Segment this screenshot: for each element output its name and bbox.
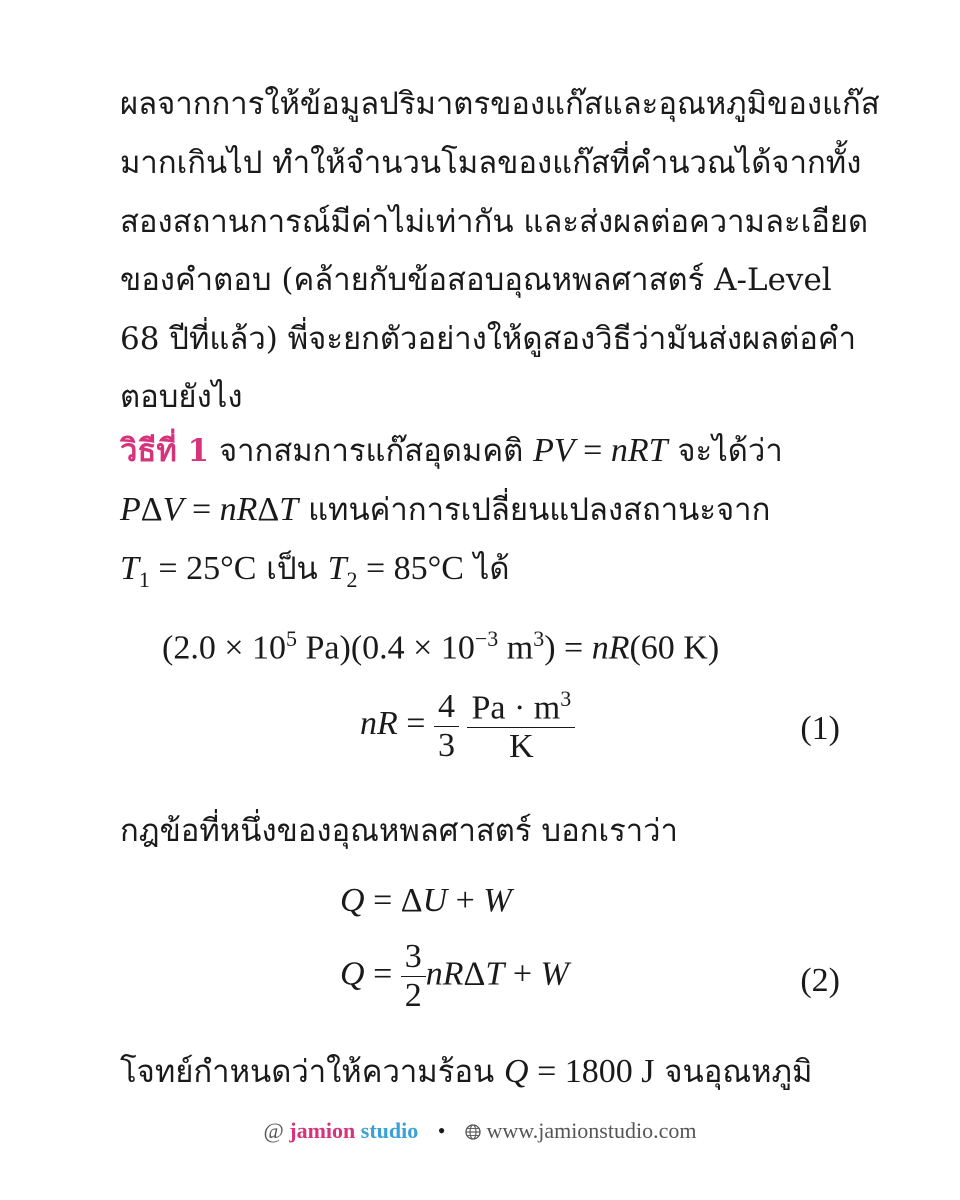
ideal-gas-equation: PV = nRT — [533, 432, 668, 469]
equation-number-1: (1) — [800, 710, 840, 747]
fraction-3-2: $\frac{3}{2}$ — [401, 938, 426, 1015]
method1-line1 — [120, 425, 783, 475]
temperature-t1: $T_1 = 25^\circ C$ — [120, 550, 257, 592]
delta-equation: PΔV = nRΔT — [120, 491, 299, 528]
method1-line2 — [120, 484, 770, 534]
paragraph-line-2: มากเกินไป ทำให้จำนวนโมลของแก๊สที่คำนวณได้จากทั้ง — [120, 145, 862, 181]
brand-jamion: jamion — [289, 1118, 356, 1143]
website-link[interactable]: www.jamionstudio.com — [486, 1118, 697, 1143]
paragraph-line-4: ของคำตอบ (คล้ายกับข้อสอบอุณหพลศาสตร์ A-Level — [120, 262, 832, 298]
equation-substitution: ($2.0 \times 10^5$ $Pa)(0.4 \times 10^{-3}$ $m^3) = nR(60$ K) — [162, 626, 720, 667]
last-line — [120, 1046, 812, 1096]
method1-line3 — [120, 543, 510, 593]
last-line-before: โจทย์กำหนดว่าให้ความร้อน — [120, 1054, 495, 1090]
method1-line3-tail: ได้ — [473, 551, 510, 587]
equation-heat: Q = $\frac{3}{2}$ nRΔT + W — [340, 938, 569, 1014]
method1-text: จากสมการแก๊สอุดมคติ — [218, 433, 524, 469]
method1-label: วิธีที่ 1 — [120, 433, 210, 469]
paragraph-line-6: ตอบยังไง — [120, 379, 243, 415]
fraction-4-3: $\frac{4}{3}$ — [434, 688, 459, 765]
first-law-text: กฎข้อที่หนึ่งของอุณหพลศาสตร์ บอกเราว่า — [120, 813, 678, 849]
brand-studio: studio — [360, 1118, 419, 1143]
footer — [0, 1118, 960, 1144]
equation-number-2: (2) — [800, 962, 840, 999]
heat-value: Q = 1800 J — [504, 1053, 655, 1090]
method1-line3-mid: เป็น — [266, 551, 318, 587]
fraction-units: $\frac{Pa \cdot m^3}{K}$ — [467, 686, 575, 766]
last-line-after: จนอุณหภูมิ — [664, 1054, 813, 1090]
globe-icon — [465, 1124, 481, 1140]
heat-value-number: 1800 J — [564, 1053, 655, 1090]
paragraph-line-3: สองสถานการณ์มีค่าไม่เท่ากัน และส่งผลต่อความละเอียด — [120, 204, 869, 240]
footer-bullet: • — [437, 1118, 446, 1143]
footer-at: @ — [263, 1118, 284, 1143]
equation-first-law: Q = ΔU + W — [340, 882, 512, 919]
paragraph-line-1: ผลจากการให้ข้อมูลปริมาตรของแก๊สและอุณหภูมิของแก๊ส — [120, 86, 880, 122]
method1-line2-text: แทนค่าการเปลี่ยนแปลงสถานะจาก — [308, 492, 771, 528]
method1-tail: จะได้ว่า — [677, 433, 783, 469]
temperature-t2: $T_2 = 85^\circ C$ — [327, 550, 464, 592]
paragraph-line-5: 68 ปีที่แล้ว) พี่จะยกตัวอย่างให้ดูสองวิธีว่ามันส่งผลต่อคำ — [120, 321, 857, 357]
equation-nr: nR = $\frac{4}{3}$ $\frac{Pa \cdot m^3}{K}$ — [360, 686, 575, 766]
